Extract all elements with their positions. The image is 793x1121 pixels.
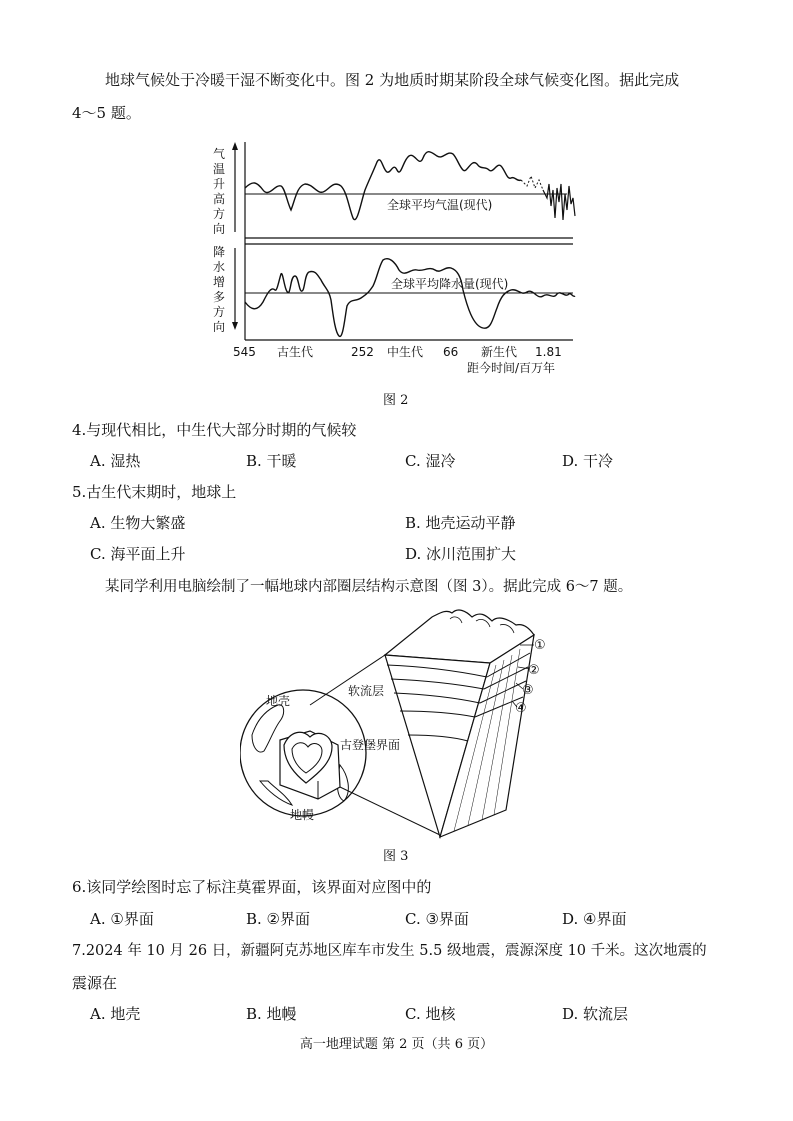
label-gutenberg: 古登堡界面 (340, 738, 401, 752)
intro-6-7: 某同学利用电脑绘制了一幅地球内部圈层结构示意图（图 3）。据此完成 6～7 题。 (105, 579, 633, 595)
precip-reference-label: 全球平均降水量(现代) (391, 277, 509, 291)
temp-axis-arrow (232, 142, 238, 232)
axis-label-char: 降 (213, 245, 226, 259)
figure-2-climate-chart (205, 140, 590, 380)
x-tick-1-81: 1.81 (535, 345, 562, 359)
figure-3-caption: 图 3 (383, 849, 409, 864)
q7-stem-line1: 7.2024 年 10 月 26 日，新疆阿克苏地区库车市发生 5.5 级地震，震源深度 10 千米。这次地震的 (72, 943, 707, 959)
temperature-curve-recent (543, 184, 575, 220)
axis-label-char: 方 (213, 305, 226, 319)
label-asthenosphere: 软流层 (348, 684, 385, 698)
precip-axis-label (213, 245, 225, 334)
axis-label-char: 气 (213, 147, 226, 161)
era-mesozoic: 中生代 (387, 345, 424, 359)
q5-stem: 5.古生代末期时，地球上 (72, 483, 237, 501)
globe (240, 690, 366, 816)
q7-option-d: D. 软流层 (562, 1005, 629, 1023)
marker-2: ② (528, 663, 540, 678)
axis-label-char: 向 (213, 222, 226, 236)
axis-label-char: 增 (213, 275, 226, 289)
q6-option-d: D. ④界面 (562, 910, 627, 928)
axis-label-char: 温 (213, 162, 226, 176)
crust-block (385, 610, 534, 837)
x-tick-252: 252 (351, 345, 374, 359)
q7-option-b: B. 地幔 (246, 1005, 297, 1023)
axis-label-char: 多 (213, 290, 226, 304)
era-cenozoic: 新生代 (481, 345, 518, 359)
q4-option-d: D. 干冷 (562, 452, 614, 470)
temp-reference-label: 全球平均气温(现代) (387, 198, 493, 212)
x-tick-545: 545 (233, 345, 256, 359)
q5-option-d: D. 冰川范围扩大 (405, 545, 517, 563)
axis-label-char: 水 (213, 260, 226, 274)
axis-label-char: 高 (213, 192, 226, 206)
q7-stem-line2: 震源在 (72, 974, 118, 992)
axis-label-char: 向 (213, 320, 226, 334)
q7-option-a: A. 地壳 (90, 1005, 141, 1023)
marker-3: ③ (522, 683, 534, 698)
figure-2-caption: 图 2 (383, 393, 409, 408)
precipitation-curve (245, 259, 575, 337)
q5-option-b: B. 地壳运动平静 (405, 514, 516, 532)
intro-line2: 4～5 题。 (72, 104, 141, 122)
q4-option-c: C. 湿冷 (405, 452, 456, 470)
temp-axis-label (213, 146, 225, 236)
q5-option-a: A. 生物大繁盛 (90, 514, 186, 532)
q6-option-a: A. ①界面 (90, 910, 154, 928)
axis-label-char: 方 (213, 207, 226, 221)
q7-option-c: C. 地核 (405, 1005, 456, 1023)
q4-option-b: B. 干暖 (246, 452, 297, 470)
intro-line1: 地球气候处于冷暖干湿不断变化中。图 2 为地质时期某阶段全球气候变化图。据此完成 (105, 71, 680, 89)
label-mantle: 地幔 (290, 808, 315, 822)
q6-stem: 6.该同学绘图时忘了标注莫霍界面，该界面对应图中的 (72, 878, 432, 896)
q5-option-c: C. 海平面上升 (90, 545, 186, 563)
q6-option-b: B. ②界面 (246, 910, 311, 928)
label-crust: 地壳 (266, 694, 291, 708)
marker-4: ④ (515, 701, 527, 716)
page-footer: 高一地理试题 第 2 页（共 6 页） (299, 1037, 494, 1052)
era-paleozoic: 古生代 (277, 345, 314, 359)
figure-3-earth-layers (240, 605, 560, 840)
q4-stem: 4.与现代相比，中生代大部分时期的气候较 (72, 421, 357, 439)
x-tick-66: 66 (443, 345, 459, 359)
temperature-curve-tail (521, 176, 543, 190)
x-axis-unit: 距今时间/百万年 (467, 361, 556, 375)
precip-axis-arrow (232, 248, 238, 330)
q4-option-a: A. 湿热 (90, 452, 141, 470)
q6-option-c: C. ③界面 (405, 910, 469, 928)
connector-line-bottom (340, 787, 440, 835)
marker-1: ① (534, 638, 546, 653)
axis-label-char: 升 (213, 177, 226, 191)
